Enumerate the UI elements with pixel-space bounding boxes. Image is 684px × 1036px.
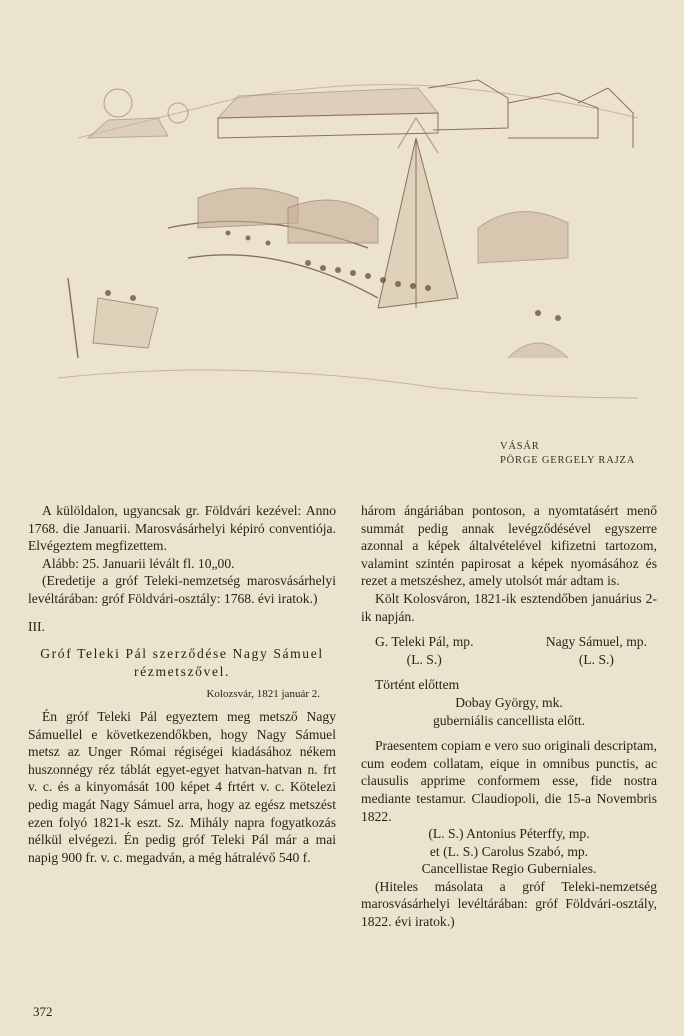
market-scene-illustration bbox=[38, 58, 644, 430]
latin-signature-1: (L. S.) Antonius Péterffy, mp. bbox=[428, 826, 590, 842]
illustration-caption bbox=[500, 440, 670, 468]
right-paragraph-2: Költ Kolosváron, 1821-ik esztendőben januárius 2-ik napján. bbox=[361, 590, 657, 624]
signature-teleki-name: G. Teleki Pál, mp. bbox=[375, 634, 474, 650]
left-paragraph-3: (Eredetije a gróf Teleki-nemzetség marosvásárhelyi levéltárában: gróf Földvári-osztály: 1768. évi iratok.) bbox=[28, 573, 336, 606]
source-note: (Hiteles másolata a gróf Teleki-nemzetség marosvásárhelyi levéltárában: gróf Földvári-osztály, 1822. évi iratok.) bbox=[361, 878, 657, 930]
right-paragraph-1: három ángáriában pontoson, a nyomtatásért menő summát pedig annak levégződésével egyszerre azonnal a képek általvételével kifizetni tartozom, valamint szintén papirosat a képek nyomásához és rezet a metszéshez, amely utolsót már adtam is. bbox=[361, 503, 657, 589]
signature-nagy-seal: (L. S.) bbox=[578, 651, 614, 667]
latin-attestation: Praesentem copiam e vero suo originali descriptam, cum eodem collatam, eique in omnibus punctis, ac clausulis apprime conformem esse, fide nostra mediante testamur. Claudiopoli, die 15-a Novembris 1822. bbox=[361, 738, 657, 824]
signatures bbox=[361, 633, 657, 668]
signature-nagy bbox=[546, 633, 647, 668]
caption-title: VÁSÁR bbox=[500, 441, 540, 452]
witness-title: guberniális cancellista előtt. bbox=[432, 712, 586, 728]
left-paragraph-2: Alább: 25. Januarii lévált fl. 10„00. bbox=[42, 555, 235, 571]
section-heading: Gróf Teleki Pál szerződése Nagy Sámuel rézmetszővel. bbox=[40, 646, 324, 679]
section-number: III. bbox=[28, 618, 45, 634]
signature-nagy-name: Nagy Sámuel, mp. bbox=[545, 634, 647, 650]
right-column bbox=[361, 502, 657, 931]
place-date: Kolozsvár, 1821 január 2. bbox=[206, 688, 320, 701]
witness-name: Dobay György, mk. bbox=[455, 694, 563, 710]
signature-teleki-seal: (L. S.) bbox=[406, 651, 442, 667]
left-paragraph-1: A külöldalon, ugyancsak gr. Földvári kezével: Anno 1768. die Januarii. Marosvásárhelyi képiró conventiója. Elvégeztem megfizettem. bbox=[28, 503, 336, 554]
latin-signature-3: Cancellistae Regio Guberniales. bbox=[421, 861, 597, 877]
latin-signature-2: et (L. S.) Carolus Szabó, mp. bbox=[429, 843, 589, 859]
witness-intro: Történt előttem bbox=[375, 677, 460, 693]
left-column bbox=[28, 502, 336, 866]
page-number: 372 bbox=[33, 1004, 53, 1019]
signature-teleki bbox=[375, 633, 473, 668]
contract-body: Én gróf Teleki Pál egyeztem meg metsző Nagy Sámuellel e következendőkben, hogy Nagy Sámuel metsz az Unger Római régiségei kiadásához nékem huszonnégy réz táblát egyet-egyet hatvan-hatvan n. frt v. c. és a kinyomását 100 képet 4 frtért v. c. Kötelezi pedig magát Nagy Sámuel arra, hogy az egész metszést ezen folyó 1821-k eszt. Sz. Mihály napra fogyatkozás nélkül elvégezi. Én pedig gróf Teleki Pál már a mai napig 900 fr. v. c. megadván, a még hátralévő 540 f. bbox=[28, 708, 336, 865]
caption-artist: PÖRGE GERGELY RAJZA bbox=[500, 455, 636, 466]
